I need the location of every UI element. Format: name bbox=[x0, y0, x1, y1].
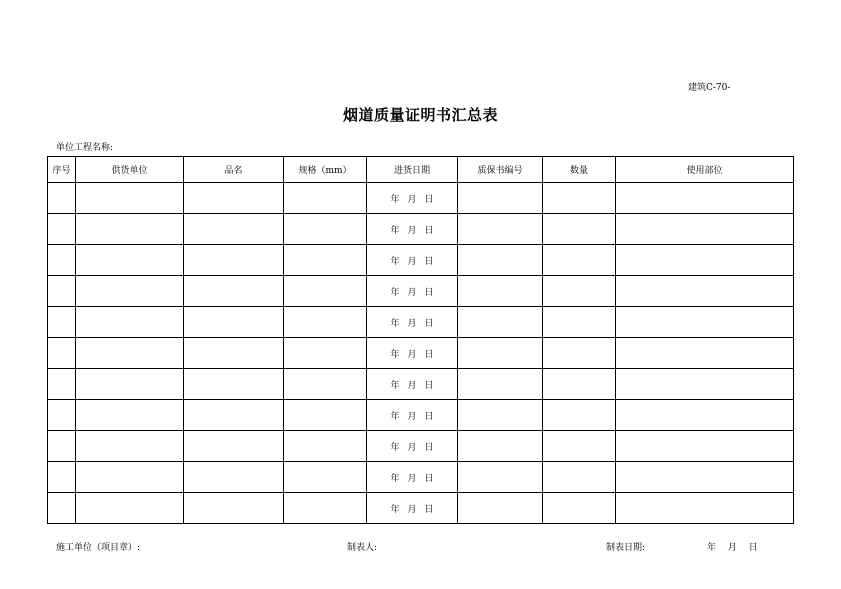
cell-quantity[interactable] bbox=[543, 431, 616, 462]
cell-usage-location[interactable] bbox=[616, 245, 794, 276]
cell-certificate-no[interactable] bbox=[458, 431, 543, 462]
cell-usage-location[interactable] bbox=[616, 462, 794, 493]
cell-purchase-date bbox=[367, 338, 458, 369]
cell-purchase-date bbox=[367, 214, 458, 245]
cell-product-name[interactable] bbox=[184, 276, 284, 307]
cell-purchase-date bbox=[367, 493, 458, 524]
date-day-label: 日 bbox=[424, 442, 434, 453]
cell-quantity[interactable] bbox=[543, 307, 616, 338]
cell-index[interactable] bbox=[48, 369, 76, 400]
date-month-label: 月 bbox=[407, 504, 417, 515]
date-month-label: 月 bbox=[407, 473, 417, 484]
cell-quantity[interactable] bbox=[543, 276, 616, 307]
cell-spec[interactable] bbox=[284, 183, 367, 214]
cell-index[interactable] bbox=[48, 307, 76, 338]
cell-quantity[interactable] bbox=[543, 245, 616, 276]
cell-product-name[interactable] bbox=[184, 400, 284, 431]
cell-spec[interactable] bbox=[284, 307, 367, 338]
page-title: 烟道质量证明书汇总表 bbox=[342, 106, 498, 124]
cell-spec[interactable] bbox=[284, 400, 367, 431]
col-header-purchase-date: 进货日期 bbox=[367, 157, 458, 183]
cell-usage-location[interactable] bbox=[616, 307, 794, 338]
cell-quantity[interactable] bbox=[543, 369, 616, 400]
table-row bbox=[48, 369, 794, 400]
col-header-quantity: 数量 bbox=[543, 157, 616, 183]
date-month-label: 月 bbox=[407, 349, 417, 360]
cell-certificate-no[interactable] bbox=[458, 183, 543, 214]
date-year-label: 年 bbox=[390, 411, 400, 422]
cell-spec[interactable] bbox=[284, 462, 367, 493]
cell-product-name[interactable] bbox=[184, 369, 284, 400]
cell-certificate-no[interactable] bbox=[458, 214, 543, 245]
date-year-label: 年 bbox=[390, 225, 400, 236]
cell-product-name[interactable] bbox=[184, 431, 284, 462]
date-day-label: 日 bbox=[424, 194, 434, 205]
cell-purchase-date bbox=[367, 307, 458, 338]
cell-usage-location[interactable] bbox=[616, 431, 794, 462]
cell-index[interactable] bbox=[48, 400, 76, 431]
cell-usage-location[interactable] bbox=[616, 183, 794, 214]
cell-supplier[interactable] bbox=[76, 276, 184, 307]
date-day-label: 日 bbox=[424, 411, 434, 422]
date-month-label: 月 bbox=[407, 194, 417, 205]
col-header-certificate-no: 质保书编号 bbox=[458, 157, 543, 183]
cell-quantity[interactable] bbox=[543, 400, 616, 431]
footer-date-label: 制表日期: bbox=[606, 543, 646, 553]
date-year-label: 年 bbox=[390, 504, 400, 515]
cell-index[interactable] bbox=[48, 183, 76, 214]
date-month-label: 月 bbox=[407, 411, 417, 422]
col-header-product-name: 品名 bbox=[184, 157, 284, 183]
summary-table bbox=[47, 156, 794, 524]
project-name-label: 单位工程名称: bbox=[56, 143, 114, 153]
cell-quantity[interactable] bbox=[543, 214, 616, 245]
cell-usage-location[interactable] bbox=[616, 276, 794, 307]
table-header-row bbox=[48, 157, 794, 183]
cell-usage-location[interactable] bbox=[616, 214, 794, 245]
date-year-label: 年 bbox=[390, 473, 400, 484]
date-year-label: 年 bbox=[390, 256, 400, 267]
date-day-label: 日 bbox=[424, 225, 434, 236]
table-row bbox=[48, 183, 794, 214]
date-month-label: 月 bbox=[407, 225, 417, 236]
cell-supplier[interactable] bbox=[76, 307, 184, 338]
cell-supplier[interactable] bbox=[76, 245, 184, 276]
cell-purchase-date bbox=[367, 431, 458, 462]
cell-spec[interactable] bbox=[284, 369, 367, 400]
date-day-label: 日 bbox=[424, 318, 434, 329]
cell-certificate-no[interactable] bbox=[458, 307, 543, 338]
cell-purchase-date bbox=[367, 462, 458, 493]
table-row bbox=[48, 431, 794, 462]
date-year-label: 年 bbox=[390, 380, 400, 391]
cell-purchase-date bbox=[367, 369, 458, 400]
cell-quantity[interactable] bbox=[543, 338, 616, 369]
date-year-label: 年 bbox=[390, 287, 400, 298]
cell-supplier[interactable] bbox=[76, 338, 184, 369]
col-header-index: 序号 bbox=[48, 157, 76, 183]
cell-product-name[interactable] bbox=[184, 493, 284, 524]
cell-spec[interactable] bbox=[284, 276, 367, 307]
date-year-label: 年 bbox=[390, 442, 400, 453]
cell-index[interactable] bbox=[48, 276, 76, 307]
table-row bbox=[48, 307, 794, 338]
cell-purchase-date bbox=[367, 276, 458, 307]
cell-product-name[interactable] bbox=[184, 183, 284, 214]
cell-product-name[interactable] bbox=[184, 462, 284, 493]
table-row bbox=[48, 400, 794, 431]
date-day-label: 日 bbox=[424, 256, 434, 267]
cell-product-name[interactable] bbox=[184, 338, 284, 369]
date-month-label: 月 bbox=[407, 442, 417, 453]
table-row bbox=[48, 493, 794, 524]
date-month-label: 月 bbox=[407, 318, 417, 329]
date-day-label: 日 bbox=[424, 473, 434, 484]
col-header-supplier: 供货单位 bbox=[76, 157, 184, 183]
date-month-label: 月 bbox=[407, 256, 417, 267]
cell-usage-location[interactable] bbox=[616, 338, 794, 369]
cell-certificate-no[interactable] bbox=[458, 245, 543, 276]
cell-certificate-no[interactable] bbox=[458, 338, 543, 369]
cell-supplier[interactable] bbox=[76, 183, 184, 214]
cell-purchase-date bbox=[367, 183, 458, 214]
cell-index[interactable] bbox=[48, 214, 76, 245]
cell-certificate-no[interactable] bbox=[458, 276, 543, 307]
date-day-label: 日 bbox=[424, 380, 434, 391]
cell-supplier[interactable] bbox=[76, 493, 184, 524]
cell-index[interactable] bbox=[48, 338, 76, 369]
form-code: 建筑C-70- bbox=[688, 83, 731, 93]
cell-purchase-date bbox=[367, 245, 458, 276]
cell-quantity[interactable] bbox=[543, 183, 616, 214]
cell-index[interactable] bbox=[48, 245, 76, 276]
cell-index[interactable] bbox=[48, 493, 76, 524]
cell-quantity[interactable] bbox=[543, 462, 616, 493]
date-day-label: 日 bbox=[424, 287, 434, 298]
date-year-label: 年 bbox=[390, 349, 400, 360]
date-month-label: 月 bbox=[407, 287, 417, 298]
col-header-spec: 规格（mm） bbox=[284, 157, 367, 183]
cell-certificate-no[interactable] bbox=[458, 493, 543, 524]
table-row bbox=[48, 214, 794, 245]
cell-quantity[interactable] bbox=[543, 493, 616, 524]
cell-supplier[interactable] bbox=[76, 400, 184, 431]
cell-product-name[interactable] bbox=[184, 245, 284, 276]
cell-certificate-no[interactable] bbox=[458, 462, 543, 493]
table-row bbox=[48, 276, 794, 307]
date-day-label: 日 bbox=[424, 504, 434, 515]
cell-spec[interactable] bbox=[284, 214, 367, 245]
cell-certificate-no[interactable] bbox=[458, 369, 543, 400]
date-day-label: 日 bbox=[424, 349, 434, 360]
col-header-usage-location: 使用部位 bbox=[616, 157, 794, 183]
table-row bbox=[48, 245, 794, 276]
cell-purchase-date bbox=[367, 400, 458, 431]
cell-usage-location[interactable] bbox=[616, 493, 794, 524]
footer-construction-unit: 施工单位（项目章）: bbox=[56, 543, 141, 553]
cell-spec[interactable] bbox=[284, 245, 367, 276]
table-row bbox=[48, 338, 794, 369]
cell-usage-location[interactable] bbox=[616, 400, 794, 431]
cell-supplier[interactable] bbox=[76, 369, 184, 400]
cell-supplier[interactable] bbox=[76, 431, 184, 462]
cell-supplier[interactable] bbox=[76, 462, 184, 493]
date-month-label: 月 bbox=[407, 380, 417, 391]
cell-spec[interactable] bbox=[284, 493, 367, 524]
cell-certificate-no[interactable] bbox=[458, 400, 543, 431]
table-row bbox=[48, 462, 794, 493]
cell-index[interactable] bbox=[48, 462, 76, 493]
cell-product-name[interactable] bbox=[184, 214, 284, 245]
cell-supplier[interactable] bbox=[76, 214, 184, 245]
cell-usage-location[interactable] bbox=[616, 369, 794, 400]
date-year-label: 年 bbox=[390, 194, 400, 205]
cell-index[interactable] bbox=[48, 431, 76, 462]
cell-product-name[interactable] bbox=[184, 307, 284, 338]
cell-spec[interactable] bbox=[284, 338, 367, 369]
date-year-label: 年 bbox=[390, 318, 400, 329]
cell-spec[interactable] bbox=[284, 431, 367, 462]
footer-date-value: 年 月 日 bbox=[707, 543, 758, 553]
footer-preparer: 制表人: bbox=[347, 543, 378, 553]
